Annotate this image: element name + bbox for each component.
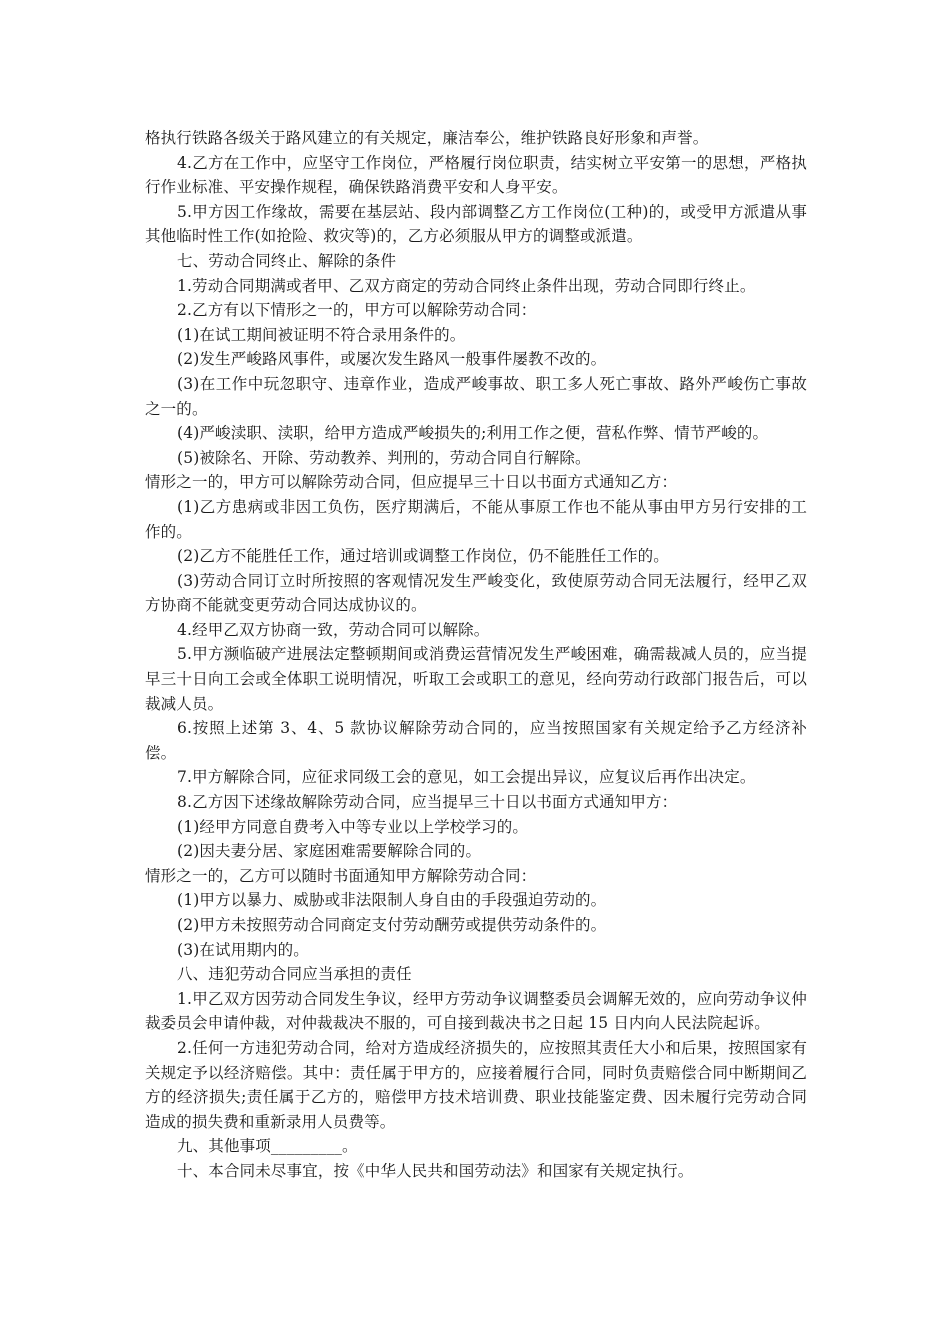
list-item: (1)甲方以暴力、威胁或非法限制人身自由的手段强迫劳动的。 xyxy=(177,891,607,910)
section-heading: 九、其他事项_________。 xyxy=(177,1137,358,1156)
paragraph: 5.甲方濒临破产进展法定整顿期间或消费运营情况发生严峻困难，确需裁减人员的，应当提早三十日向工会或全体职工说明情况，听取工会或职工的意见，经向劳动行政部门报告后，可以裁减人员。 xyxy=(145,645,807,713)
section-heading: 十、本合同未尽事宜，按《中华人民共和国劳动法》和国家有关规定执行。 xyxy=(177,1161,694,1180)
list-item: (2)因夫妻分居、家庭困难需要解除合同的。 xyxy=(177,842,482,861)
list-item: (2)乙方不能胜任工作，通过培训或调整工作岗位，仍不能胜任工作的。 xyxy=(177,547,669,566)
paragraph: 4.乙方在工作中，应坚守工作岗位，严格履行岗位职责，结实树立平安第一的思想，严格执行作业标准、平安操作规程，确保铁路消费平安和人身平安。 xyxy=(145,153,807,197)
list-item: (1)乙方患病或非因工负伤，医疗期满后，不能从事原工作也不能从事由甲方另行安排的工作的。 xyxy=(145,497,807,541)
list-item: (2)发生严峻路风事件，或屡次发生路风一般事件屡教不改的。 xyxy=(177,350,607,369)
paragraph: 5.甲方因工作缘故，需要在基层站、段内部调整乙方工作岗位(工种)的，或受甲方派遣从事其他临时性工作(如抢险、救灾等)的，乙方必须服从甲方的调整或派遣。 xyxy=(145,202,807,246)
paragraph: 格执行铁路各级关于路风建立的有关规定，廉洁奉公，维护铁路良好形象和声誉。 xyxy=(145,129,709,147)
paragraph: 1.甲乙双方因劳动合同发生争议，经甲方劳动争议调整委员会调解无效的，应向劳动争议仲裁委员会申请仲裁，对仲裁裁决不服的，可自接到裁决书之日起 15 日内向人民法院起诉。 xyxy=(145,989,807,1033)
list-item: (1)在试工期间被证明不符合录用条件的。 xyxy=(177,325,466,344)
list-item: (2)甲方未按照劳动合同商定支付劳动酬劳或提供劳动条件的。 xyxy=(177,916,607,934)
list-item: (4)严峻渎职、渎职，给甲方造成严峻损失的;利用工作之便，营私作弊、情节严峻的。 xyxy=(177,424,769,443)
list-item: (3)在试用期内的。 xyxy=(177,940,309,959)
paragraph: 2.乙方有以下情形之一的，甲方可以解除劳动合同： xyxy=(177,301,537,320)
list-item: (3)在工作中玩忽职守、违章作业，造成严峻事故、职工多人死亡事故、路外严峻伤亡事故之一的。 xyxy=(145,374,807,418)
document-body xyxy=(145,126,807,1184)
paragraph: 1.劳动合同期满或者甲、乙双方商定的劳动合同终止条件出现，劳动合同即行终止。 xyxy=(177,276,756,295)
paragraph: 2.任何一方违犯劳动合同，给对方造成经济损失的，应按照其责任大小和后果，按照国家有关规定予以经济赔偿。其中：责任属于甲方的，应接着履行合同，同时负责赔偿合同中断期间乙方的经济损失;责任属于乙方的，赔偿甲方技术培训费、职业技能鉴定费、因未履行完劳动合同造成的损失费和重新录用人员费等。 xyxy=(145,1038,807,1131)
paragraph: 4.经甲乙双方协商一致，劳动合同可以解除。 xyxy=(177,620,490,639)
paragraph: 情形之一的，甲方可以解除劳动合同，但应提早三十日以书面方式通知乙方： xyxy=(145,473,678,492)
paragraph: 情形之一的，乙方可以随时书面通知甲方解除劳动合同： xyxy=(145,866,537,885)
paragraph: 8.乙方因下述缘故解除劳动合同，应当提早三十日以书面方式通知甲方： xyxy=(177,793,678,812)
paragraph: 6.按照上述第 3、4、5 款协议解除劳动合同的，应当按照国家有关规定给予乙方经济补偿。 xyxy=(145,719,807,762)
list-item: (3)劳动合同订立时所按照的客观情况发生严峻变化，致使原劳动合同无法履行，经甲乙双方协商不能就变更劳动合同达成协议的。 xyxy=(145,571,807,615)
section-heading: 七、劳动合同终止、解除的条件 xyxy=(177,251,397,270)
list-item: (1)经甲方同意自费考入中等专业以上学校学习的。 xyxy=(177,817,529,836)
list-item: (5)被除名、开除、劳动教养、判刑的，劳动合同自行解除。 xyxy=(177,448,591,467)
section-heading: 八、违犯劳动合同应当承担的责任 xyxy=(177,965,412,984)
paragraph: 7.甲方解除合同，应征求同级工会的意见，如工会提出异议，应复议后再作出决定。 xyxy=(177,768,756,787)
